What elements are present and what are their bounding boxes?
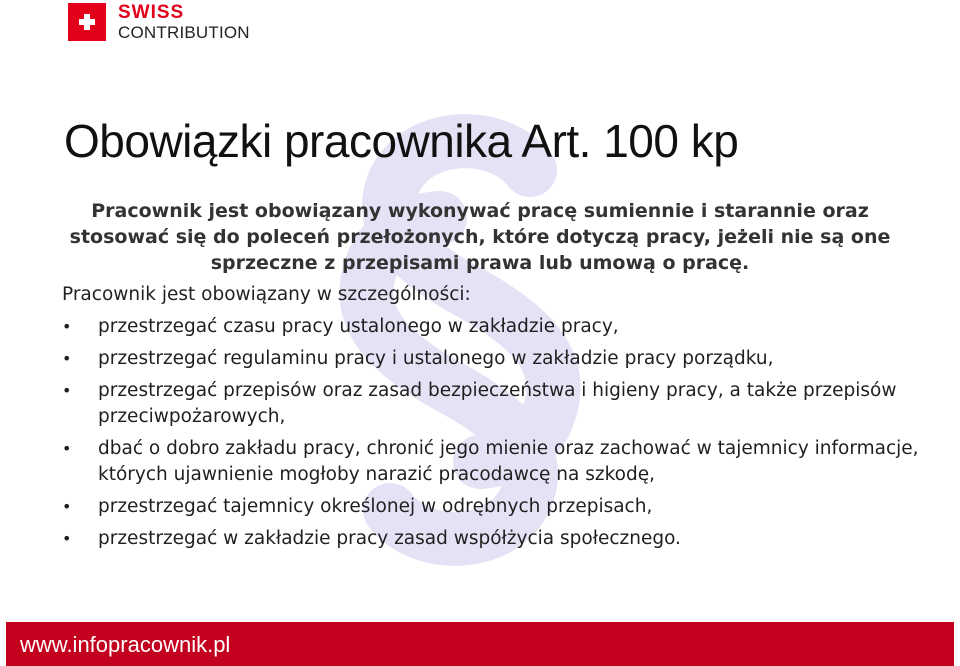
intro-paragraph: Pracownik jest obowiązany wykonywać pracę sumiennie i starannie oraz stosować się do poleceń przełożonych, które dotyczą pracy, jeżeli nie są one sprzeczne z przepisami prawa lub umową o pracę.: [69, 200, 891, 274]
list-item-text: przestrzegać tajemnicy określonej w odrębnych przepisach,: [98, 496, 653, 517]
bullet-dot-icon: •: [62, 317, 72, 336]
bullet-dot-icon: •: [62, 497, 72, 516]
footer-website-link[interactable]: www.infopracownik.pl: [20, 632, 231, 657]
page-title: Obowiązki pracownika Art. 100 kp: [64, 115, 739, 167]
list-item-text: przestrzegać regulaminu pracy i ustalonego w zakładzie pracy porządku,: [98, 348, 774, 369]
bullet-dot-icon: •: [62, 529, 72, 548]
logo: [68, 3, 250, 41]
list-item: [62, 494, 922, 520]
list-item: [62, 436, 922, 488]
swiss-flag-icon: [68, 3, 106, 41]
bullet-dot-icon: •: [62, 381, 72, 400]
footer-bar: [6, 622, 954, 666]
list-item-text: dbać o dobro zakładu pracy, chronić jego mienie oraz zachować w tajemnicy informacje, których ujawnienie mogłoby narazić pracodawcę na szkodę,: [98, 438, 919, 485]
duties-list: [62, 314, 922, 558]
list-item-text: przestrzegać czasu pracy ustalonego w zakładzie pracy,: [98, 316, 619, 337]
list-item: [62, 378, 922, 430]
list-item-text: przestrzegać przepisów oraz zasad bezpieczeństwa i higieny pracy, a także przepisów przeciwpożarowych,: [98, 380, 897, 427]
list-item: [62, 314, 922, 340]
logo-line-contribution: CONTRIBUTION: [118, 23, 250, 42]
bullet-dot-icon: •: [62, 439, 72, 458]
bullet-dot-icon: •: [62, 349, 72, 368]
list-item: [62, 526, 922, 552]
logo-line-swiss: SWISS: [118, 2, 185, 23]
duties-lead: Pracownik jest obowiązany w szczególności:: [62, 284, 471, 305]
list-item: [62, 346, 922, 372]
list-item-text: przestrzegać w zakładzie pracy zasad współżycia społecznego.: [98, 528, 681, 549]
